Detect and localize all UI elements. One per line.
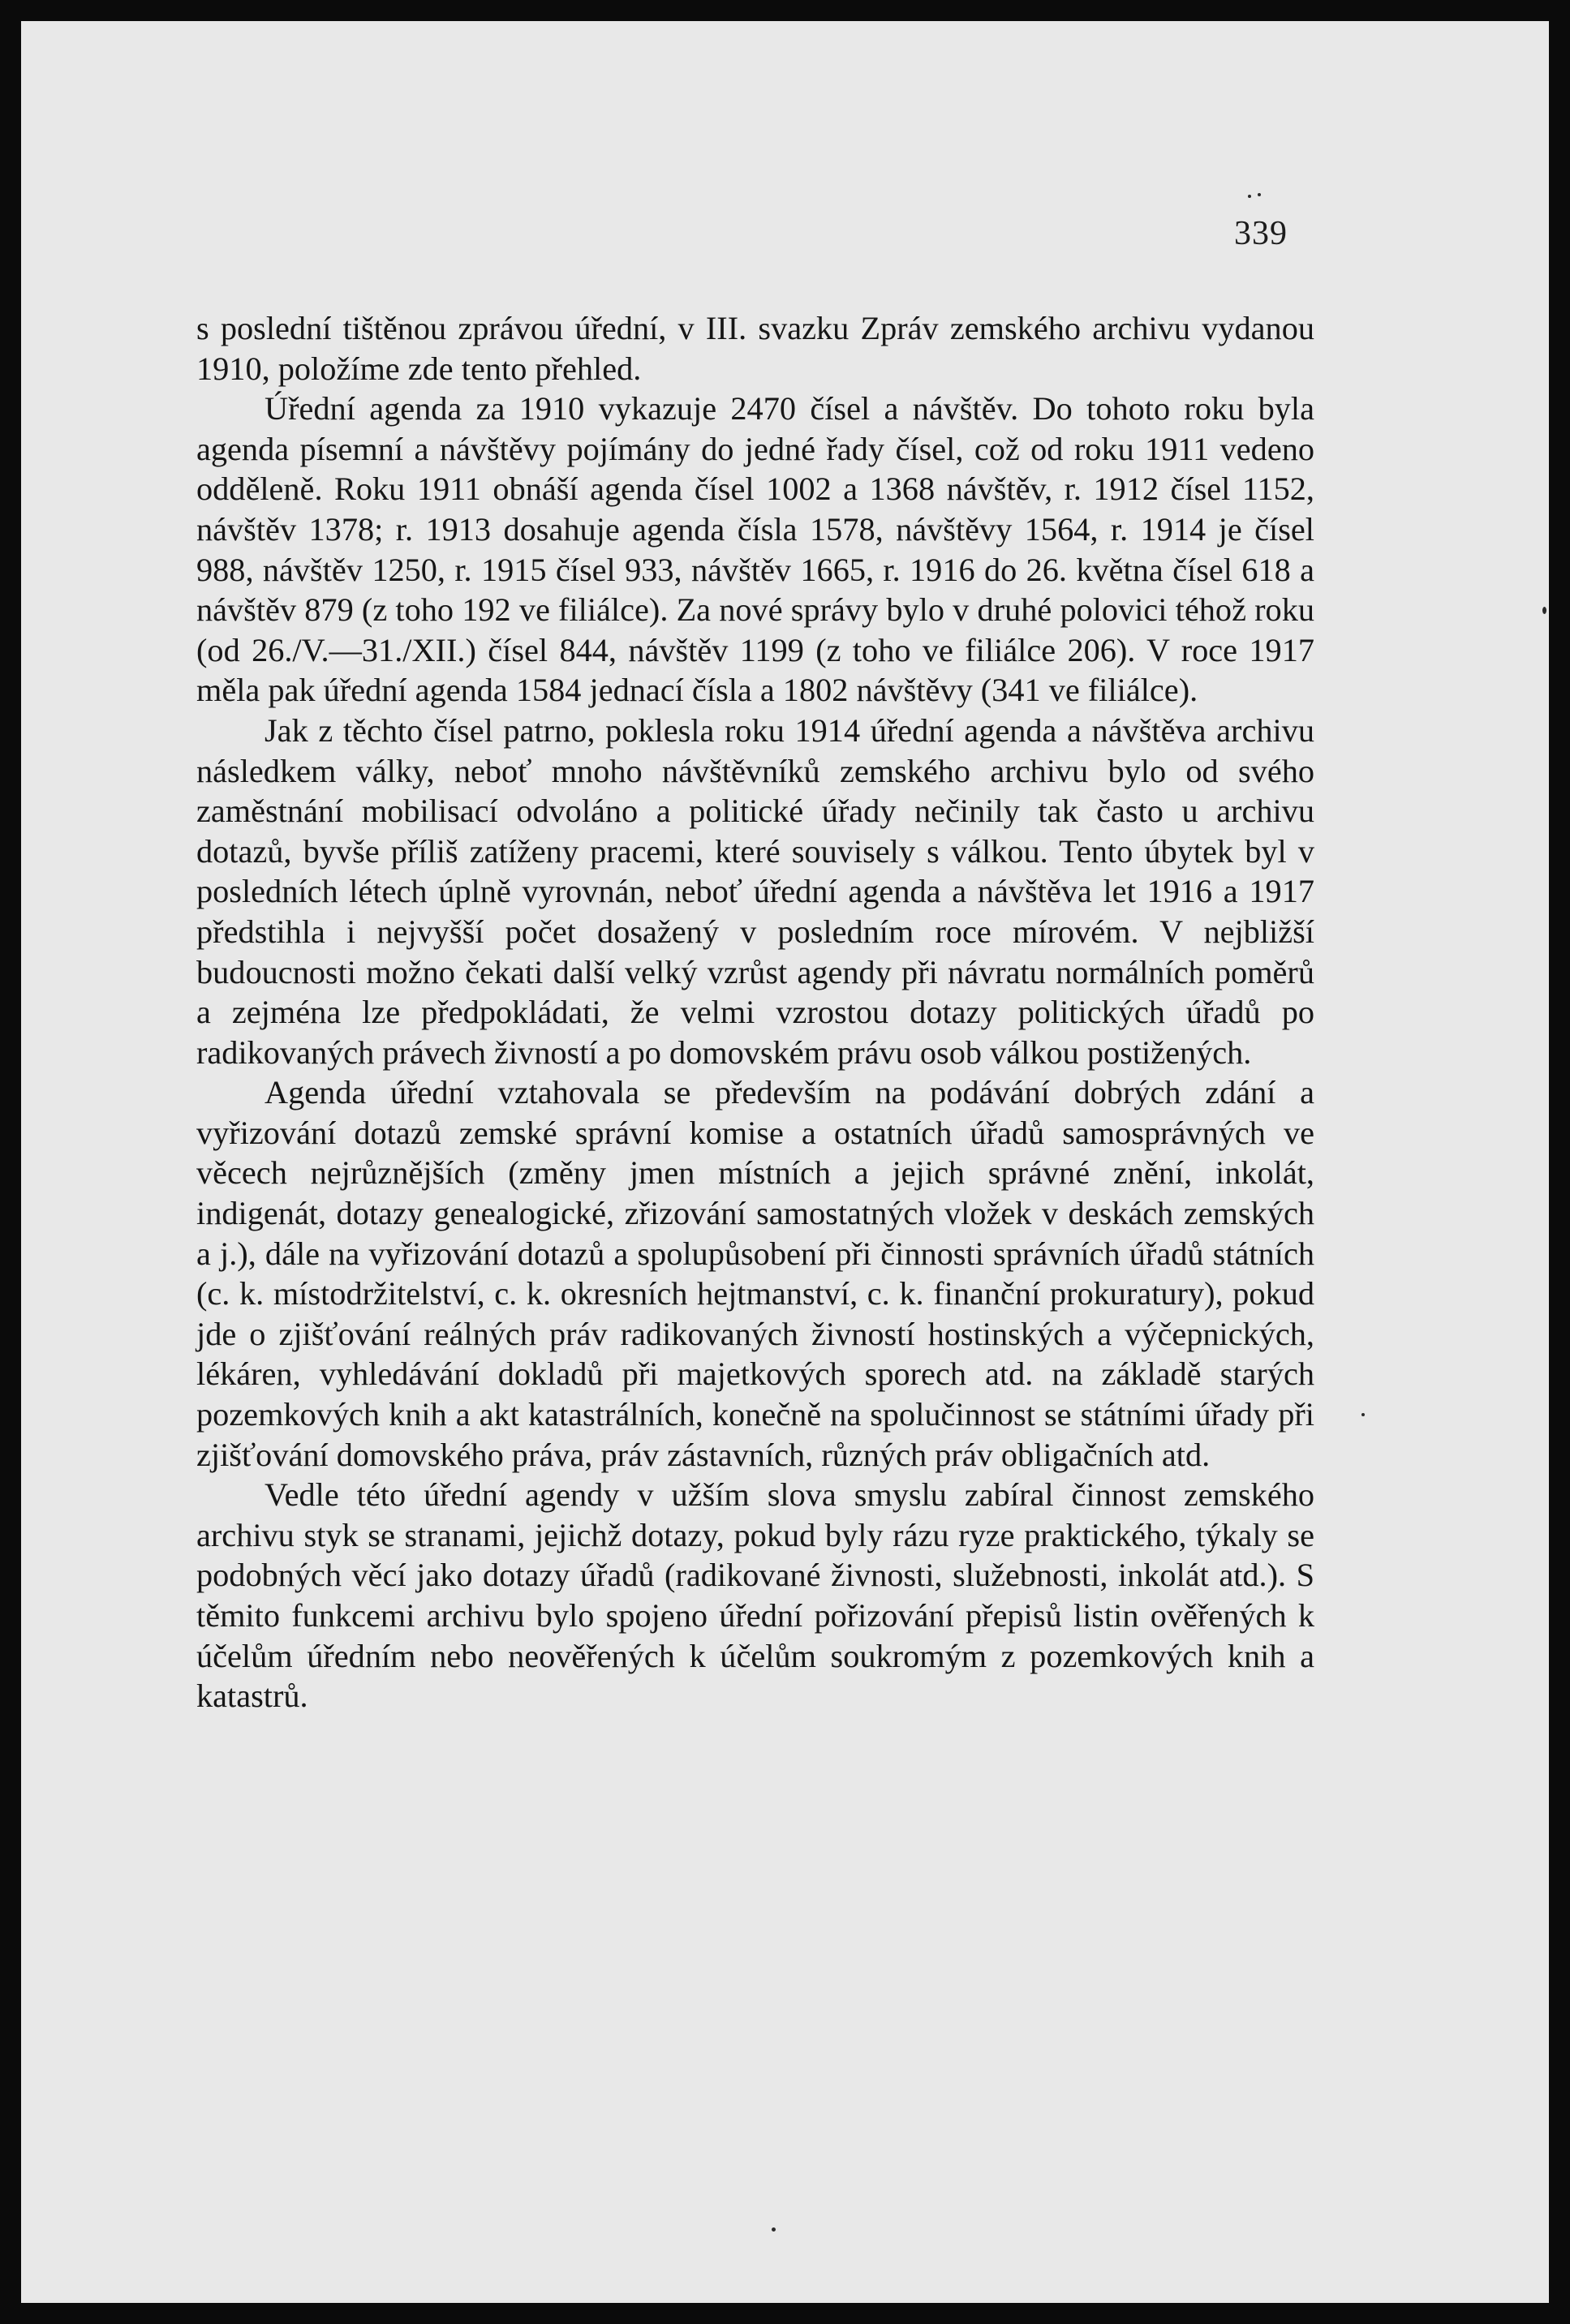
scan-speck (1361, 1413, 1365, 1416)
body-text (196, 308, 1314, 1716)
paragraph-official-agenda: Agenda úřední vztahovala se především na podávání dobrých zdání a vyřizování dotazů zemské správní komise a ostatních úřadů samosprávných ve věcech nejrůznějších (změny jmen místních a jejich správné znění, inkolát, indigenát, dotazy genealogické, zřizování samostatných vložek v deskách zemských a j.), dále na vyřizování dotazů a spolupůsobení při činnosti správních úřadů státních (c. k. místodržitelství, c. k. okresních hejtmanství, c. k. finanční prokuratury), pokud jde o zjišťování reálných práv radikovaných živností hostinských a výčepnických, lékáren, vyhledávání dokladů při majetkových sporech atd. na základě starých pozemkových knih a akt katastrálních, konečně na spolučinnost se státními úřady při zjišťování domovského práva, práv zástavních, různých práv obligačních atd. (196, 1074, 1314, 1473)
paragraph-party-contacts: Vedle této úřední agendy v užším slova smyslu zabíral činnost zemského archivu styk se stranami, jejichž dotazy, pokud byly rázu ryze praktického, týkaly se podobných věcí jako dotazy úřadů (radikované živnosti, služebnosti, inkolát atd.). S těmito funkcemi archivu bylo spojeno úřední pořizování přepisů listin ověřených k účelům úředním nebo neověřených k účelům soukromým z pozemkových knih a katastrů. (196, 1476, 1314, 1715)
scan-speck (1542, 607, 1546, 614)
scan-speck (1258, 193, 1261, 196)
paragraph-agenda-statistics: Úřední agenda za 1910 vykazuje 2470 čísel a návštěv. Do tohoto roku byla agenda písemní a návštěvy pojímány do jedné řady čísel, což od roku 1911 vedeno odděleně. Roku 1911 obnáší agenda čísel 1002 a 1368 návštěv, r. 1912 čísel 1152, návštěv 1378; r. 1913 dosahuje agenda čísla 1578, návštěvy 1564, r. 1914 je čísel 988, návštěv 1250, r. 1915 čísel 933, návštěv 1665, r. 1916 do 26. května čísel 618 a návštěv 879 (z toho 192 ve filiálce). Za nové správy bylo v druhé polovici téhož roku (od 26./V.—31./XII.) čísel 844, návštěv 1199 (z toho ve filiálce 206). V roce 1917 měla pak úřední agenda 1584 jednací čísla a 1802 návštěvy (341 ve filiálce). (196, 390, 1314, 709)
document-page (21, 21, 1549, 2303)
scan-speck (772, 2227, 776, 2232)
page-number: 339 (1234, 215, 1288, 252)
paragraph-continuation: s poslední tištěnou zprávou úřední, v III. svazku Zpráv zemského archivu vydanou 1910, položíme zde tento přehled. (196, 310, 1314, 387)
paragraph-war-decline: Jak z těchto čísel patrno, poklesla roku 1914 úřední agenda a návštěva archivu následkem války, neboť mnoho návštěvníků zemského archivu bylo od svého zaměstnání mobilisací odvoláno a politické úřady nečinily tak často u archivu dotazů, byvše příliš zatíženy pracemi, které souvisely s válkou. Tento úbytek byl v posledních létech úplně vyrovnán, neboť úřední agenda a návštěva let 1916 a 1917 předstihla i nejvyšší počet dosažený v posledním roce mírovém. V nejbližší budoucnosti možno čekati další velký vzrůst agendy při návratu normálních poměrů a zejména lze předpokládati, že velmi vzrostou dotazy politických úřadů po radikovaných právech živností a po domovském právu osob válkou postižených. (196, 711, 1314, 1071)
scan-speck (1248, 195, 1251, 198)
